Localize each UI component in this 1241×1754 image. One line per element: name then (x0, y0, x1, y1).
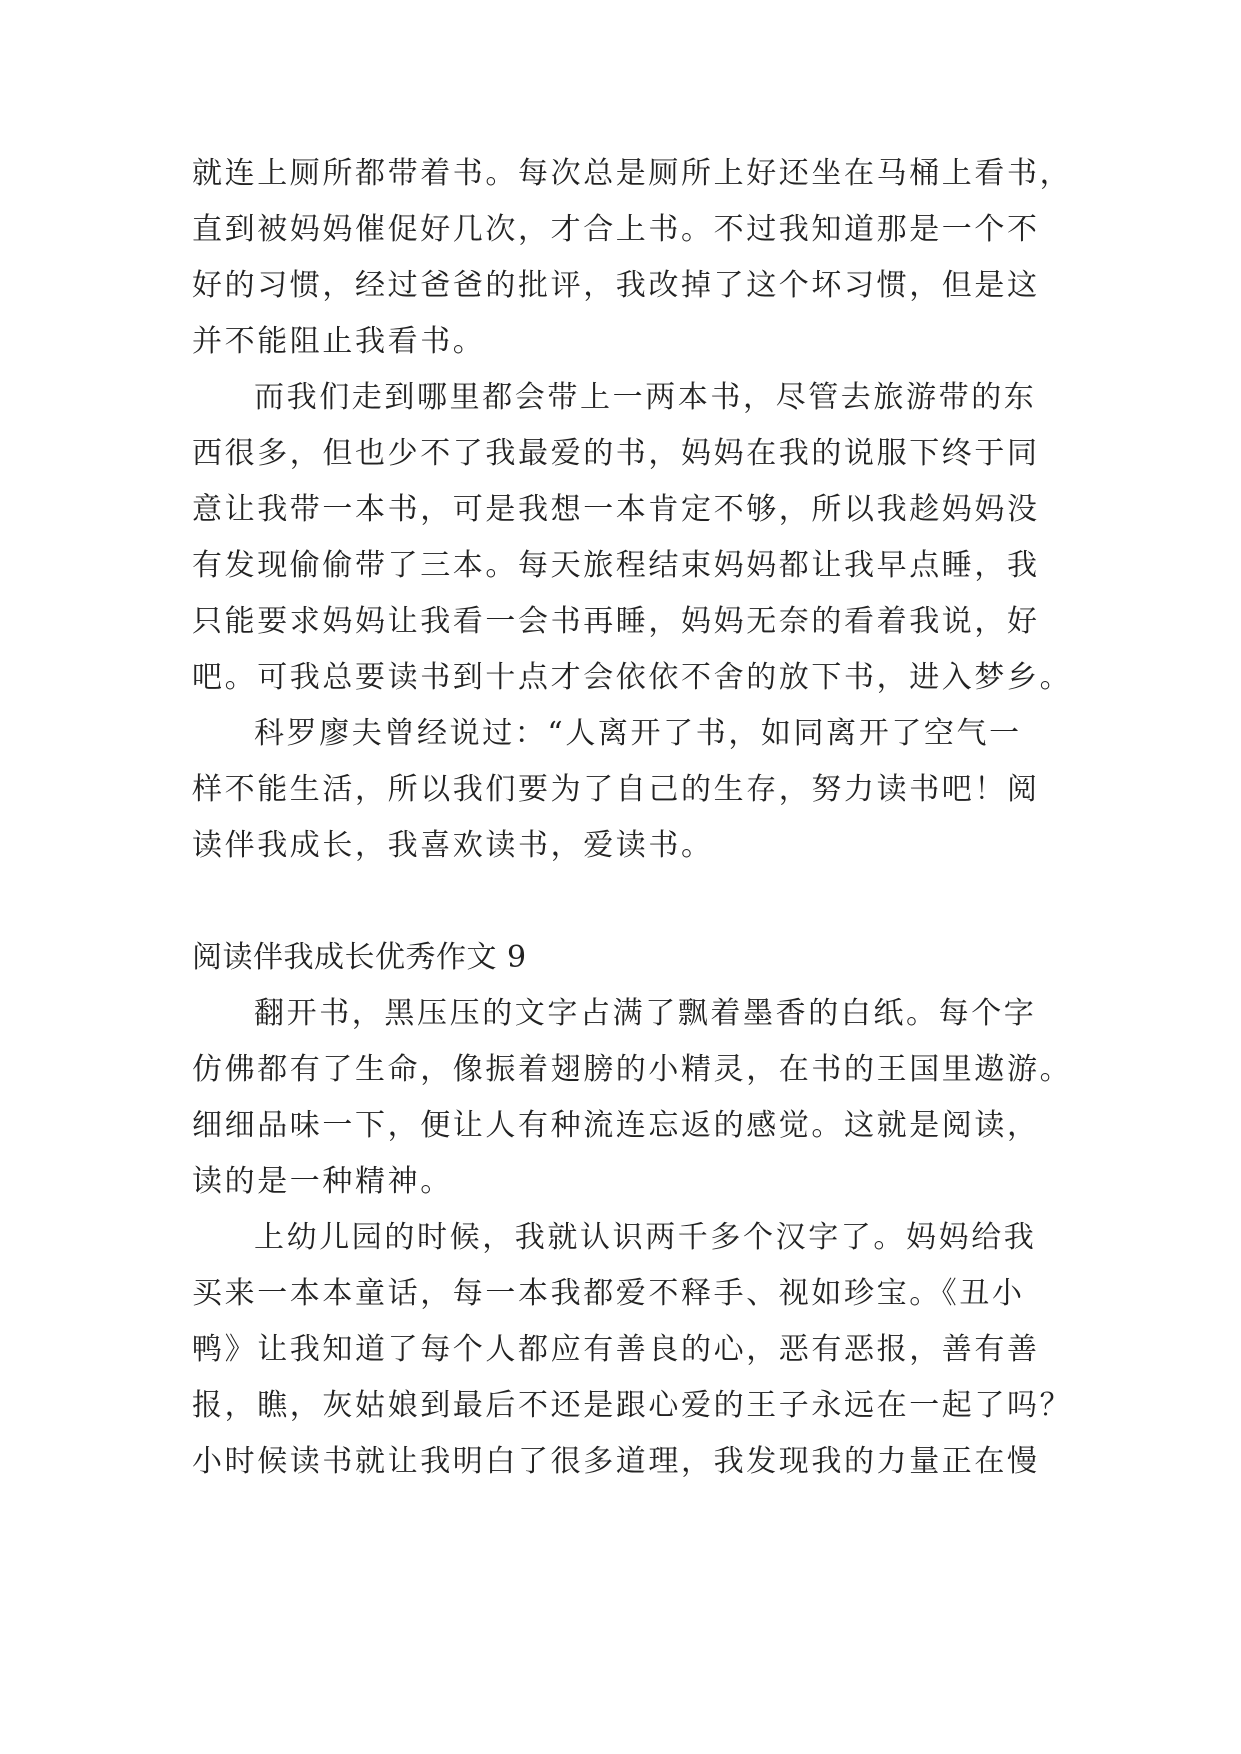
text-line: 买来一本本童话，每一本我都爱不释手、视如珍宝。《丑小 (192, 1276, 1025, 1311)
text-line: 并不能阻止我看书。 (192, 324, 486, 359)
text-line: 科罗廖夫曾经说过：“人离开了书，如同离开了空气一 (254, 716, 1022, 751)
text-line: 翻开书，黑压压的文字占满了飘着墨香的白纸。每个字 (254, 996, 1037, 1031)
text-line: 直到被妈妈催促好几次，才合上书。不过我知道那是一个不 (192, 212, 1040, 247)
text-line: 西很多，但也少不了我最爱的书，妈妈在我的说服下终于同 (192, 436, 1040, 471)
text-line: 细细品味一下，便让人有种流连忘返的感觉。这就是阅读， (192, 1108, 1040, 1143)
text-line: 意让我带一本书，可是我想一本肯定不够，所以我趁妈妈没 (192, 492, 1040, 527)
text-line: 只能要求妈妈让我看一会书再睡，妈妈无奈的看着我说，好 (192, 604, 1040, 639)
text-line: 上幼儿园的时候，我就认识两千多个汉字了。妈妈给我 (254, 1220, 1037, 1255)
text-line: 读的是一种精神。 (192, 1164, 453, 1199)
text-line: 就连上厕所都带着书。每次总是厕所上好还坐在马桶上看书， (192, 156, 1073, 191)
text-line: 小时候读书就让我明白了很多道理，我发现我的力量正在慢 (192, 1444, 1040, 1479)
text-line: 吧。可我总要读书到十点才会依依不舍的放下书，进入梦乡。 (192, 660, 1073, 695)
text-line: 有发现偷偷带了三本。每天旅程结束妈妈都让我早点睡，我 (192, 548, 1040, 583)
text-line: 读伴我成长，我喜欢读书，爱读书。 (192, 828, 714, 863)
text-line: 报，瞧，灰姑娘到最后不还是跟心爱的王子永远在一起了吗？ (192, 1388, 1073, 1423)
text-line: 仿佛都有了生命，像振着翅膀的小精灵，在书的王国里遨游。 (192, 1052, 1073, 1087)
text-line: 鸭》让我知道了每个人都应有善良的心，恶有恶报，善有善 (192, 1332, 1040, 1367)
text-line: 好的习惯，经过爸爸的批评，我改掉了这个坏习惯，但是这 (192, 268, 1040, 303)
text-line: 而我们走到哪里都会带上一两本书，尽管去旅游带的东 (254, 380, 1037, 415)
text-line: 样不能生活，所以我们要为了自己的生存，努力读书吧！阅 (192, 772, 1040, 807)
section-heading: 阅读伴我成长优秀作文 9 (192, 940, 527, 975)
